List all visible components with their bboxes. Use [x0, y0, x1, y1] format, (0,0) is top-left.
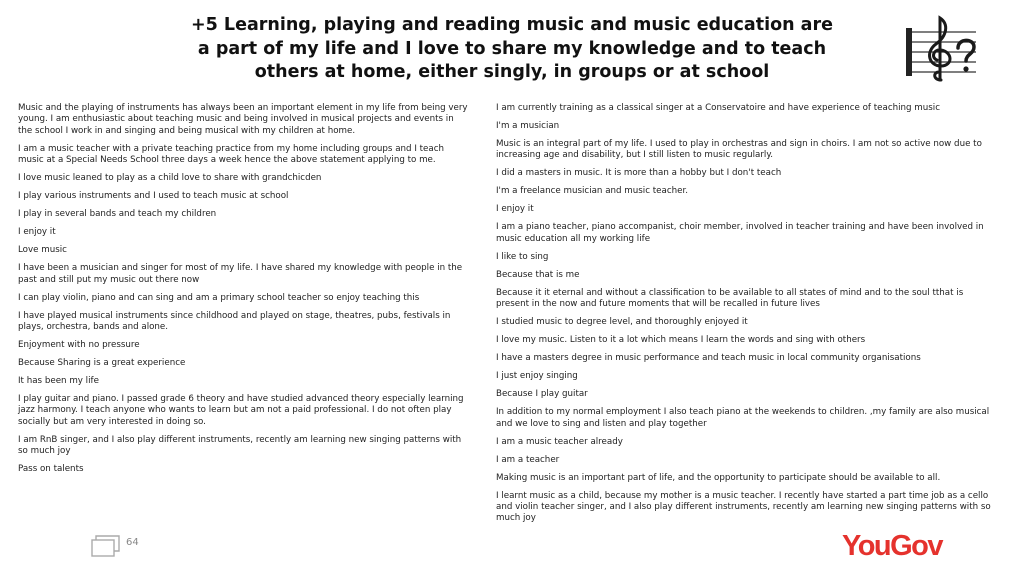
- response-text: I am RnB singer, and I also play different instruments, recently am learning new singing patterns with so much joy: [18, 434, 462, 457]
- response-text: Making music is an important part of life, and the opportunity to participate should be available to all.: [496, 472, 941, 483]
- slides-icon: [91, 535, 121, 557]
- response-text: I am currently training as a classical singer at a Conservatoire and have experience of teaching music: [496, 103, 940, 113]
- response-text: I can play violin, piano and can sing and am a primary school teacher so enjoy teaching this: [18, 292, 420, 303]
- response-text: I have a masters degree in music performance and teach music in local community organisations: [496, 353, 921, 364]
- response-text: I love my music. Listen to it a lot which means I learn the words and sing with others: [496, 335, 866, 346]
- response-text: I learnt music as a child, because my mother is a music teacher. I recently have started a part time job as a cello and violin teacher singer, and I also play different instruments, recently am learning new singing patterns with so much joy: [496, 490, 991, 524]
- response-text: Music is an integral part of my life. I used to play in orchestras and sign in choirs. I am not so active now due to increasing age and disability, but I still listen to music regularly.: [496, 139, 982, 161]
- response-text: I am a music teacher already: [496, 436, 623, 447]
- yougov-logo: YouGov: [842, 530, 943, 562]
- response-text: I am a piano teacher, piano accompanist, choir member, involved in teacher training and have been involved in music education all my working life: [496, 222, 984, 244]
- response-text: I am a teacher: [496, 454, 560, 465]
- slide-title: +5 Learning, playing and reading music and music education are a part of my life and I love to share my knowledge and to teach others at home, either singly, in groups or at school: [191, 15, 833, 82]
- response-text: Because that is me: [496, 269, 580, 280]
- response-text: I just enjoy singing: [496, 371, 578, 382]
- response-text: I like to sing: [496, 251, 549, 262]
- response-text: I enjoy it: [496, 204, 534, 215]
- response-text: Because Sharing is a great experience: [18, 358, 186, 369]
- response-text: Because it it eternal and without a classification to be available to all states of mind and to the soul tthat is present in the now and future moments that will be recalled in future lives: [496, 287, 964, 310]
- response-text: I have played musical instruments since childhood and played on stage, theatres, pubs, festivals in plays, orchestra, bands and alone.: [18, 310, 451, 333]
- response-text: I love music leaned to play as a child love to share with grandchicden: [18, 173, 322, 184]
- response-text: Enjoyment with no pressure: [18, 340, 140, 351]
- response-text: I play guitar and piano. I passed grade 6 theory and have studied advanced theory especially learning jazz harmony. I teach anyone who wants to learn but am not a paid professional. I do not often play socially but am very interested in doing so.: [18, 394, 464, 427]
- page-number: 64: [126, 537, 139, 548]
- response-text: I have been a musician and singer for most of my life. I have shared my knowledge with people in the past and still put my music out there now: [18, 263, 463, 285]
- response-text: Love music: [18, 245, 67, 256]
- response-text: I enjoy it: [18, 227, 56, 238]
- response-text: In addition to my normal employment I also teach piano at the weekends to children. ,my family are also musical and we love to sing and listen and play together: [496, 407, 990, 429]
- response-text: Music and the playing of instruments has always been an important element in my life from being very young. I am enthusiastic about teaching music and being involved in musical projects and events in the school I work in and singing and being musical with my children at home.: [18, 103, 468, 136]
- response-text: I am a music teacher with a private teaching practice from my home including groups and I teach music at a Special Needs School three days a week hence the above statement applying to me.: [18, 143, 445, 166]
- response-text: Pass on talents: [18, 464, 84, 475]
- response-text: I play various instruments and I used to teach music at school: [18, 191, 289, 202]
- response-text: I did a masters in music. It is more than a hobby but I don't teach: [496, 168, 782, 179]
- response-text: It has been my life: [18, 376, 99, 387]
- response-text: Because I play guitar: [496, 389, 588, 400]
- response-text: I'm a musician: [496, 121, 560, 131]
- response-text: I studied music to degree level, and thoroughly enjoyed it: [496, 317, 748, 328]
- responses-right-column: [496, 103, 996, 531]
- response-text: I play in several bands and teach my children: [18, 209, 217, 220]
- response-text: I'm a freelance musician and music teacher.: [496, 186, 688, 197]
- treble-clef-question-icon: [903, 14, 979, 84]
- responses-left-column: [18, 103, 470, 482]
